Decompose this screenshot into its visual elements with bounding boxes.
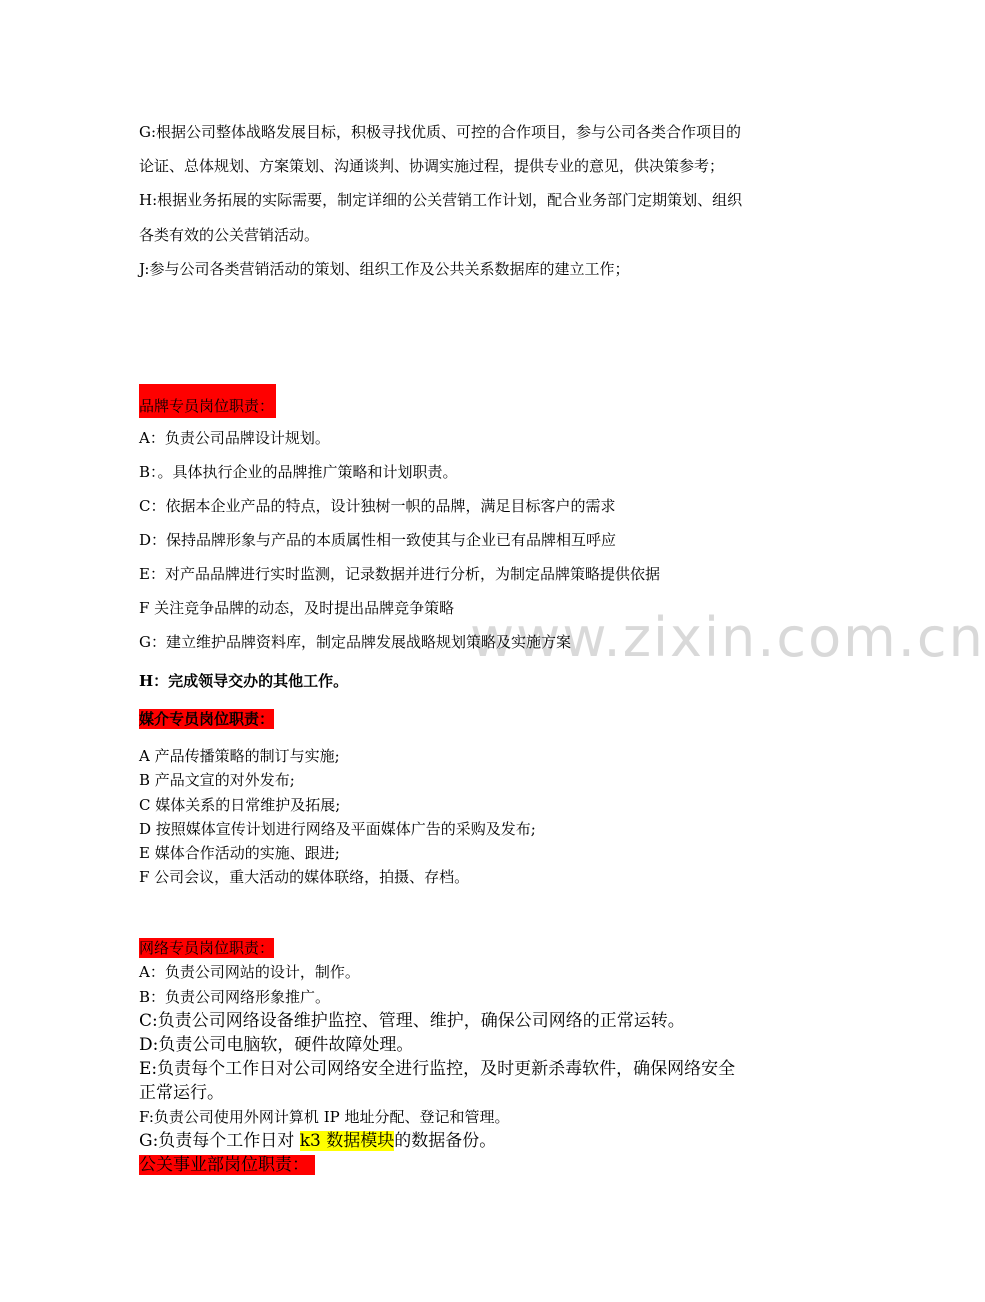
media-item: A 产品传播策略的制订与实施; (139, 747, 340, 765)
media-item: E 媒体合作活动的实施、跟进; (139, 844, 340, 862)
brand-item: A：负责公司品牌设计规划。 (139, 429, 330, 447)
intro-line: H:根据业务拓展的实际需要，制定详细的公关营销工作计划，配合业务部门定期策划、组织 (139, 191, 743, 209)
brand-item: F 关注竞争品牌的动态，及时提出品牌竞争策略 (139, 599, 455, 617)
network-item: C:负责公司网络设备维护监控、管理、维护，确保公司网络的正常运转。 (139, 1011, 685, 1031)
intro-line: G:根据公司整体战略发展目标，积极寻找优质、可控的合作项目，参与公司各类合作项目的 (139, 123, 742, 141)
network-item: E:负责每个工作日对公司网络安全进行监控，及时更新杀毒软件，确保网络安全 (139, 1059, 736, 1079)
network-section-title: 网络专员岗位职责： (139, 939, 275, 957)
backup-text-suffix: 的数据备份。 (394, 1131, 497, 1151)
network-item: 正常运行。 (139, 1083, 224, 1103)
pr-dept-section-title: 公关事业部岗位职责： (139, 1155, 315, 1175)
brand-item: D：保持品牌形象与产品的本质属性相一致使其与企业已有品牌相互呼应 (139, 531, 617, 549)
network-item: B：负责公司网络形象推广。 (139, 988, 331, 1006)
network-item: A：负责公司网站的设计，制作。 (139, 963, 360, 981)
brand-item: B：。具体执行企业的品牌推广策略和计划职责。 (139, 463, 458, 481)
brand-item: G：建立维护品牌资料库，制定品牌发展战略规划策略及实施方案 (139, 633, 571, 651)
network-item: F:负责公司使用外网计算机 IP 地址分配、登记和管理。 (139, 1108, 510, 1126)
watermark: www.zixin.com.cn (470, 606, 985, 669)
media-section-title: 媒介专员岗位职责： (139, 710, 275, 728)
brand-item: H：完成领导交办的其他工作。 (139, 672, 349, 690)
media-item: B 产品文宣的对外发布; (139, 771, 295, 789)
backup-text-prefix: G:负责每个工作日对 (139, 1131, 300, 1151)
media-item: D 按照媒体宣传计划进行网络及平面媒体广告的采购及发布; (139, 820, 536, 838)
brand-section-title: 品牌专员岗位职责： (139, 384, 276, 418)
network-item: D:负责公司电脑软，硬件故障处理。 (139, 1035, 414, 1055)
brand-item: C：依据本企业产品的特点，设计独树一帜的品牌，满足目标客户的需求 (139, 497, 616, 515)
media-item: F 公司会议，重大活动的媒体联络，拍摄、存档。 (139, 868, 470, 886)
network-item-backup (139, 1131, 496, 1151)
intro-line: J:参与公司各类营销活动的策划、组织工作及公共关系数据库的建立工作； (139, 260, 630, 278)
intro-line: 论证、总体规划、方案策划、沟通谈判、协调实施过程，提供专业的意见，供决策参考； (139, 157, 725, 175)
media-item: C 媒体关系的日常维护及拓展; (139, 796, 341, 814)
k3-module-highlight: k3 数据模块 (299, 1131, 395, 1151)
intro-line: 各类有效的公关营销活动。 (139, 226, 320, 244)
brand-item: E：对产品品牌进行实时监测，记录数据并进行分析，为制定品牌策略提供依据 (139, 565, 660, 583)
